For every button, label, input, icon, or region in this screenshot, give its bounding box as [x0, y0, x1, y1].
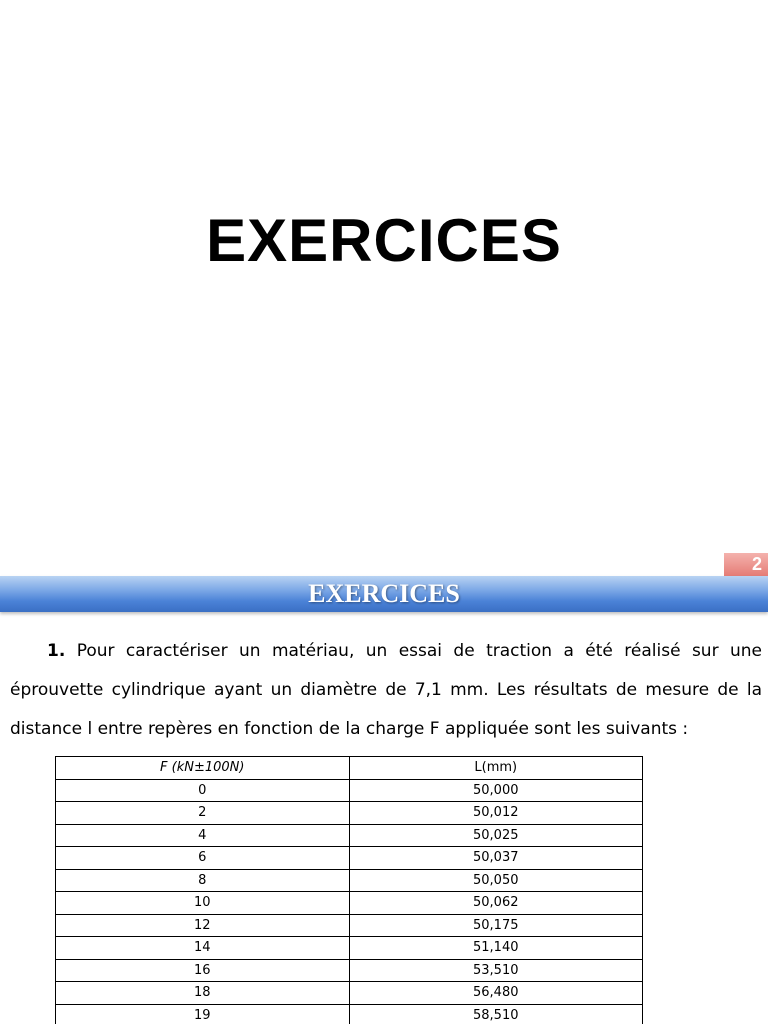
table-row	[56, 1004, 643, 1024]
length-cell: 50,050	[349, 869, 643, 892]
table-row	[56, 892, 643, 915]
force-cell: 12	[56, 914, 350, 937]
length-cell: 50,062	[349, 892, 643, 915]
length-cell: 51,140	[349, 937, 643, 960]
force-cell: 0	[56, 779, 350, 802]
measurement-table	[55, 756, 643, 1024]
column-header-force: F (kN±100N)	[56, 757, 350, 780]
exercise-number: 1.	[47, 641, 66, 661]
table-row	[56, 847, 643, 870]
table-row	[56, 982, 643, 1005]
table-row	[56, 802, 643, 825]
table-row	[56, 824, 643, 847]
table-row	[56, 779, 643, 802]
exercise-line-2: éprouvette cylindrique ayant un diamètre de 7,1 mm. Les résultats de mesure de la	[10, 680, 762, 700]
force-cell: 16	[56, 959, 350, 982]
length-cell: 50,000	[349, 779, 643, 802]
length-cell: 50,037	[349, 847, 643, 870]
length-cell: 50,175	[349, 914, 643, 937]
length-cell: 50,012	[349, 802, 643, 825]
table-row	[56, 869, 643, 892]
table-row	[56, 914, 643, 937]
force-cell: 14	[56, 937, 350, 960]
force-cell: 10	[56, 892, 350, 915]
exercise-statement	[10, 632, 762, 749]
page-number-badge: 2	[724, 553, 768, 576]
column-header-length: L(mm)	[349, 757, 643, 780]
slide-title: EXERCICES	[206, 207, 562, 274]
length-cell: 53,510	[349, 959, 643, 982]
length-cell: 50,025	[349, 824, 643, 847]
force-cell: 4	[56, 824, 350, 847]
force-cell: 18	[56, 982, 350, 1005]
table-header-row	[56, 757, 643, 780]
force-cell: 2	[56, 802, 350, 825]
section-header-bar	[0, 576, 768, 612]
exercise-line-1	[10, 632, 762, 671]
table-row	[56, 959, 643, 982]
force-cell: 19	[56, 1004, 350, 1024]
length-cell: 58,510	[349, 1004, 643, 1024]
section-header-title: EXERCICES	[308, 579, 460, 608]
exercise-line-3: distance l entre repères en fonction de la charge F appliquée sont les suivants :	[10, 719, 689, 739]
table-row	[56, 937, 643, 960]
force-cell: 8	[56, 869, 350, 892]
force-cell: 6	[56, 847, 350, 870]
length-cell: 56,480	[349, 982, 643, 1005]
exercise-text-1: Pour caractériser un matériau, un essai de traction a été réalisé sur une	[76, 641, 762, 661]
